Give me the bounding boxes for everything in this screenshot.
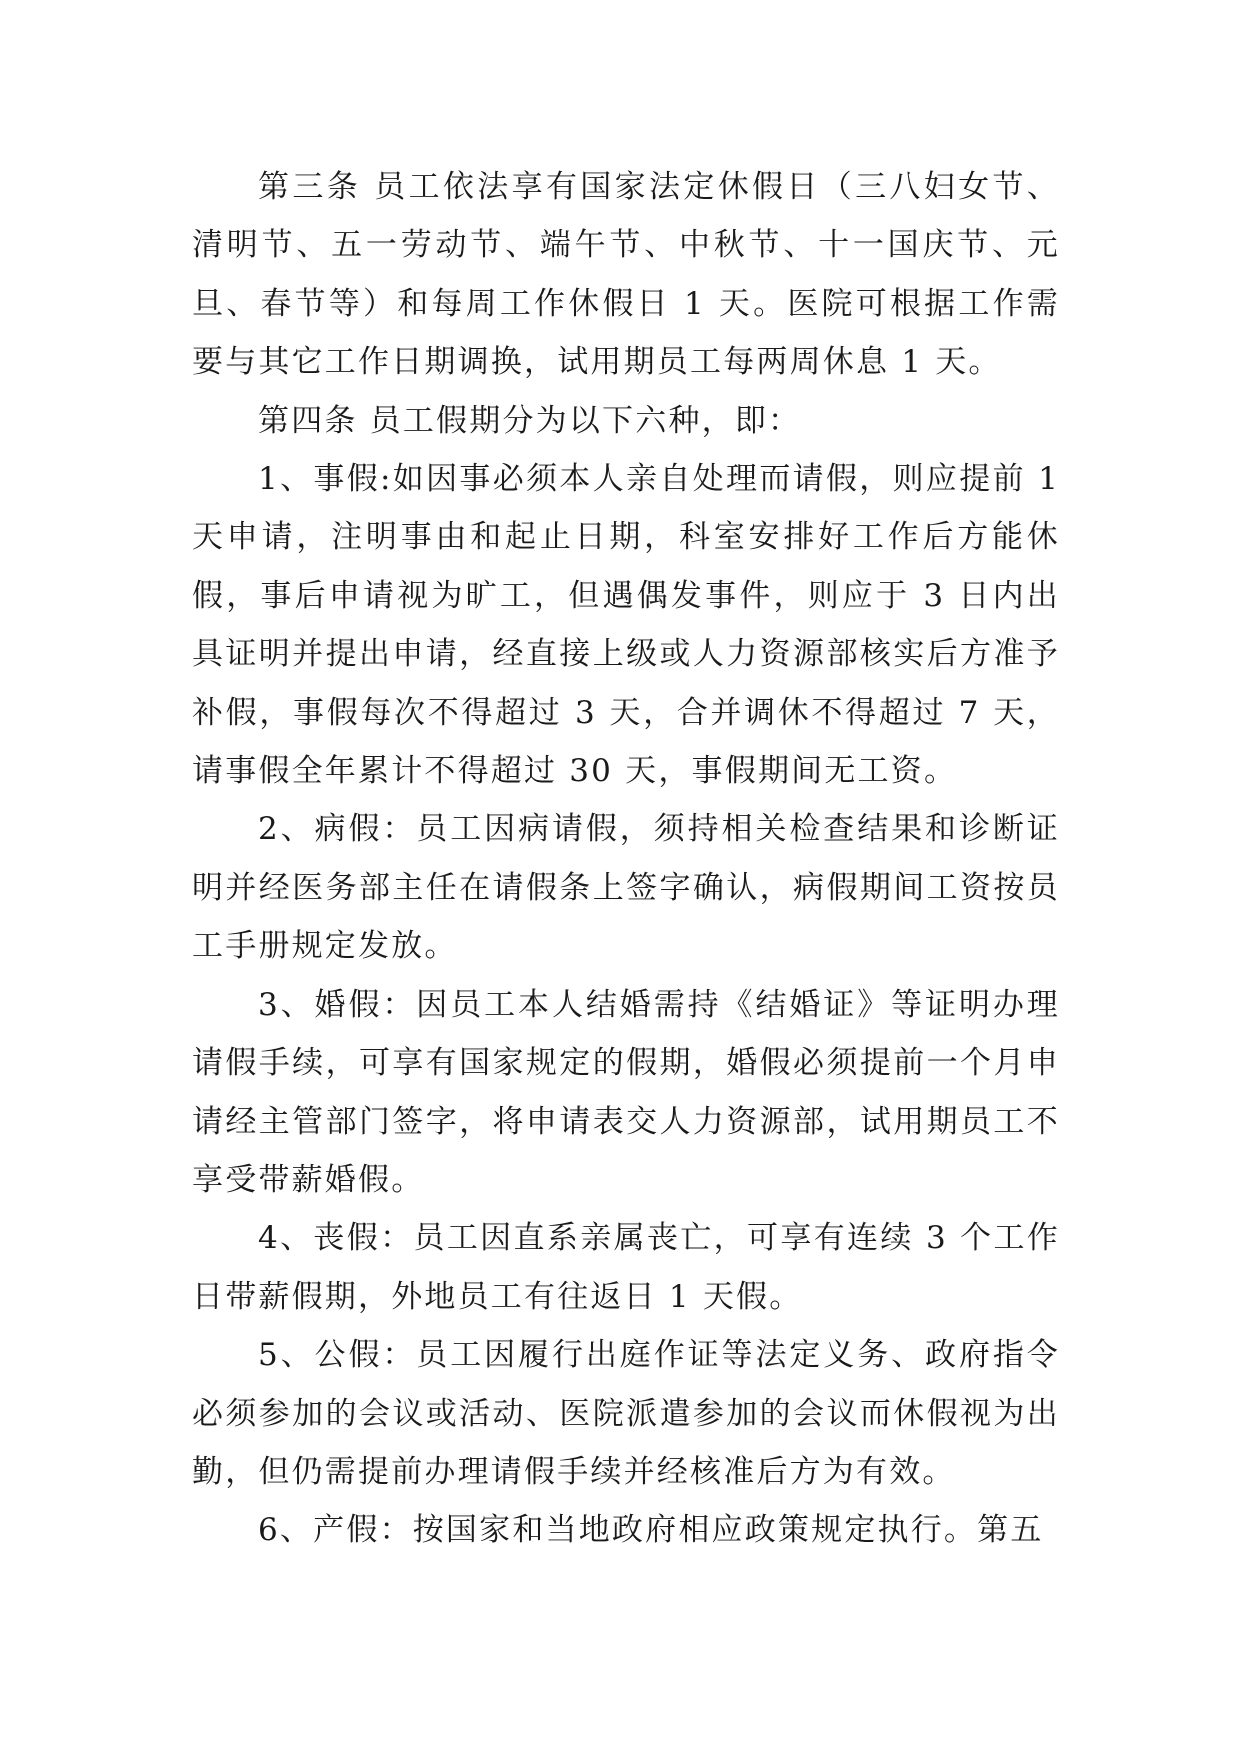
- paragraph-personal-leave: 1、事假:如因事必须本人亲自处理而请假，则应提前 1 天申请，注明事由和起止日期，科室安排好工作后方能休假，事后申请视为旷工，但遇偶发事件，则应于 3 日内出具证明并提出申请，经直接上级或人力资源部核实后方准予补假，事假每次不得超过 3 天，合并调休不得超过 7 天，请事假全年累计不得超过 30 天，事假期间无工资。: [192, 461, 1060, 790]
- paragraph-maternity-leave: 6、产假：按国家和当地政府相应政策规定执行。第五: [258, 1512, 1044, 1549]
- paragraph-bereavement-leave: 4、丧假：员工因直系亲属丧亡，可享有连续 3 个工作日带薪假期，外地员工有往返日 1 天假。: [192, 1220, 1060, 1315]
- paragraph-article-4: 第四条 员工假期分为以下六种，即：: [258, 402, 802, 439]
- paragraph-public-leave: 5、公假：员工因履行出庭作证等法定义务、政府指令必须参加的会议或活动、医院派遣参加的会议而休假视为出勤，但仍需提前办理请假手续并经核准后方为有效。: [192, 1337, 1060, 1490]
- document-body: [192, 158, 1060, 1560]
- paragraph-article-3: 第三条 员工依法享有国家法定休假日（三八妇女节、清明节、五一劳动节、端午节、中秋节、十一国庆节、元旦、春节等）和每周工作休假日 1 天。医院可根据工作需要与其它工作日期调换，试用期员工每两周休息 1 天。: [192, 169, 1060, 381]
- paragraph-sick-leave: 2、病假：员工因病请假，须持相关检查结果和诊断证明并经医务部主任在请假条上签字确认，病假期间工资按员工手册规定发放。: [192, 811, 1060, 965]
- paragraph-marriage-leave: 3、婚假：因员工本人结婚需持《结婚证》等证明办理请假手续，可享有国家规定的假期，婚假必须提前一个月申请经主管部门签字，将申请表交人力资源部，试用期员工不享受带薪婚假。: [192, 986, 1060, 1198]
